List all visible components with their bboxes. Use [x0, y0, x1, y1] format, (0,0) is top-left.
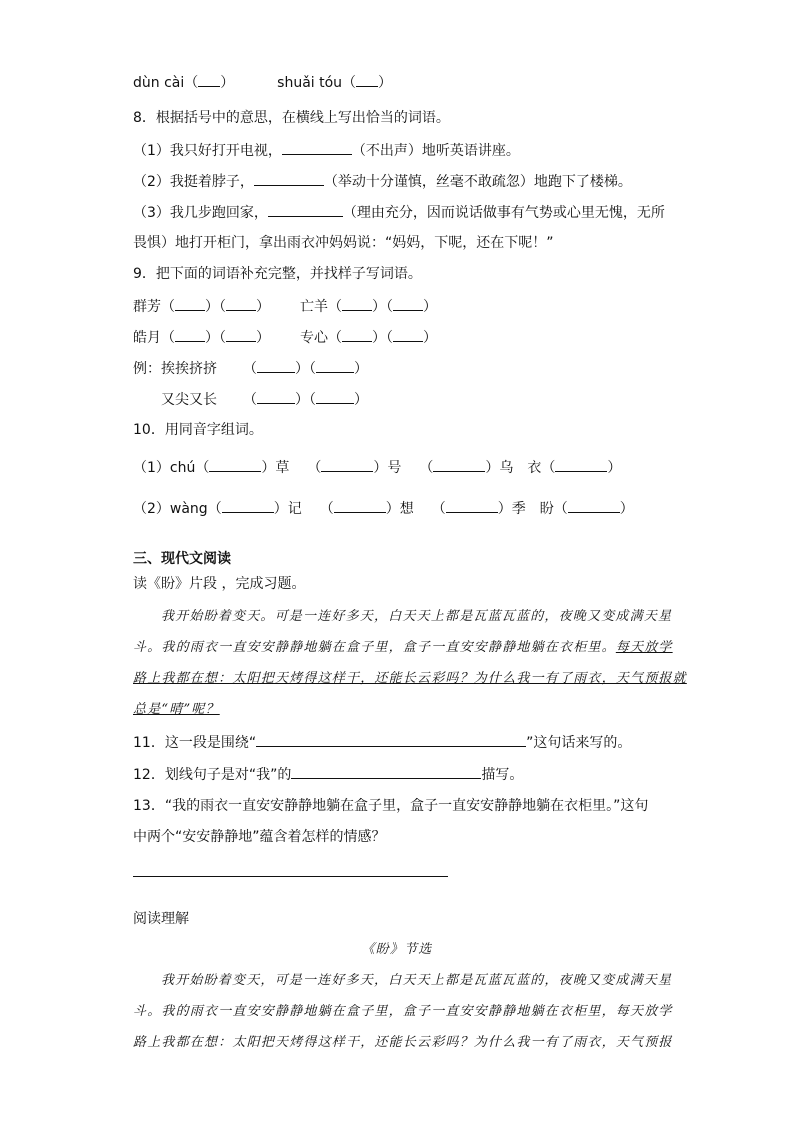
reading-title: 《盼》节选 — [361, 942, 433, 957]
answer-blank[interactable] — [226, 296, 256, 311]
pinyin-shuai-tou: shuǎi tóu（ — [277, 75, 357, 91]
q12: 12．划线句子是对“我”的 描写。 — [133, 764, 523, 785]
q8-item-3-cont: 畏惧）地打开柜门，拿出雨衣冲妈妈说：“妈妈，下呢，还在下呢！” — [133, 235, 554, 251]
answer-blank[interactable] — [222, 498, 274, 513]
section-heading: 三、现代文阅读 — [133, 551, 231, 567]
q7-pinyin-line: dùn cài（ ） shuǎi tóu（ ） — [133, 72, 392, 93]
q8-item-3: （3）我几步跑回家， （理由充分，因而说话做事有气势或心里无愧，无所 — [133, 202, 665, 223]
passage-line-2: 斗。我的雨衣一直安安静静地躺在盒子里，盒子一直安安静静地躺在衣柜里。每天放学 — [133, 640, 673, 655]
answer-blank[interactable] — [175, 296, 205, 311]
answer-blank[interactable] — [433, 457, 485, 472]
answer-blank[interactable] — [198, 72, 220, 87]
q13-line-1: 13．“我的雨衣一直安安静静地躺在盒子里，盒子一直安安静静地躺在衣柜里。”这句 — [133, 798, 649, 814]
q11: 11．这一段是围绕“ ”这句话来写的。 — [133, 732, 631, 753]
underlined-sentence-cont: 路上我都在想：太阳把天烤得这样干，还能长云彩吗？为什么我一有了雨衣，天气预报就 — [133, 671, 687, 686]
answer-blank[interactable] — [316, 358, 354, 373]
answer-line[interactable] — [133, 876, 448, 877]
reading-heading: 阅读理解 — [133, 911, 189, 927]
answer-blank[interactable] — [282, 140, 352, 155]
q8-item-2: （2）我挺着脖子， （举动十分谨慎，丝毫不敢疏忽）地跑下了楼梯。 — [133, 171, 632, 192]
q9-row-1b: 亡羊（ ）（ ） — [300, 296, 437, 317]
underlined-sentence-end: 总是“晴”呢？ — [133, 702, 220, 717]
section-intro: 读《盼》片段 ，完成习题。 — [133, 576, 306, 592]
reading-line-2: 斗。我的雨衣一直安安静静地躺在盒子里，盒子一直安安静静地躺在衣柜里，每天放学 — [133, 1004, 673, 1019]
answer-blank[interactable] — [209, 457, 261, 472]
answer-blank[interactable] — [257, 389, 295, 404]
q10-row-2: （2）wàng（ ）记 （ ）想 （ ）季 盼（ ） — [133, 498, 634, 519]
answer-blank[interactable] — [321, 457, 373, 472]
underlined-sentence: 每天放学 — [615, 640, 673, 655]
reading-line-3: 路上我都在想：太阳把天烤得这样干，还能长云彩吗？为什么我一有了雨衣，天气预报 — [133, 1035, 673, 1050]
q10-title: 10．用同音字组词。 — [133, 422, 263, 438]
answer-blank[interactable] — [334, 498, 386, 513]
answer-blank[interactable] — [446, 498, 498, 513]
answer-blank[interactable] — [257, 358, 295, 373]
q9-example-2: 又尖又长 （ ）（ ） — [161, 389, 368, 410]
answer-blank[interactable] — [342, 296, 372, 311]
q9-row-1: 群芳（ ）（ ） — [133, 296, 270, 317]
q9-row-2: 皓月（ ）（ ） — [133, 327, 270, 348]
reading-line-1: 我开始盼着变天，可是一连好多天，白天天上都是瓦蓝瓦蓝的，夜晚又变成满天星 — [161, 973, 673, 988]
passage-line-1: 我开始盼着变天。可是一连好多天，白天天上都是瓦蓝瓦蓝的，夜晚又变成满天星 — [161, 609, 673, 624]
answer-blank[interactable] — [226, 327, 256, 342]
answer-blank[interactable] — [268, 202, 343, 217]
q13-line-2: 中两个“安安静静地”蕴含着怎样的情感？ — [133, 829, 386, 845]
answer-blank[interactable] — [175, 327, 205, 342]
q10-row-1: （1）chú（ ）草 （ ）号 （ ）乌 衣（ ） — [133, 457, 621, 478]
answer-blank[interactable] — [256, 732, 526, 747]
answer-blank[interactable] — [568, 498, 620, 513]
answer-blank[interactable] — [555, 457, 607, 472]
answer-blank[interactable] — [342, 327, 372, 342]
answer-blank[interactable] — [291, 764, 481, 779]
q8-title: 8．根据括号中的意思，在横线上写出恰当的词语。 — [133, 110, 450, 126]
answer-blank[interactable] — [393, 327, 423, 342]
answer-blank[interactable] — [356, 72, 378, 87]
answer-blank[interactable] — [393, 296, 423, 311]
q8-item-1: （1）我只好打开电视， （不出声）地听英语讲座。 — [133, 140, 520, 161]
pinyin-dun-cai: dùn cài（ — [133, 75, 199, 91]
answer-blank[interactable] — [254, 171, 324, 186]
answer-blank[interactable] — [316, 389, 354, 404]
q9-title: 9．把下面的词语补充完整，并找样子写词语。 — [133, 266, 422, 282]
q9-example-1: 例：挨挨挤挤 （ ）（ ） — [133, 358, 368, 379]
q9-row-2b: 专心（ ）（ ） — [300, 327, 437, 348]
